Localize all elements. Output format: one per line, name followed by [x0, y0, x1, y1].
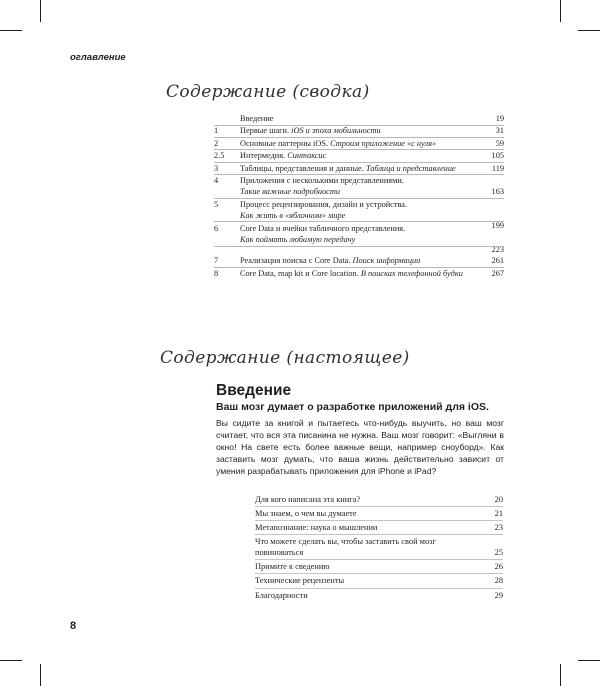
summary-row[interactable]: 3 Таблицы, представления и данные. Таблица и представление 119 — [214, 163, 504, 173]
toc-item[interactable]: Технические рецензенты 28 — [255, 576, 503, 586]
summary-table — [214, 113, 504, 280]
intro-body: Вы сидите за книгой и пытаетесь что-нибудь выучить, но ваш мозг считает, что вся эта писанина не нужна. Ваш мозг говорит: «Выгляни в окно! На свете есть более важные вещи, например сноуборд». Как заставить мозг думать, что ваша жизнь действительно зависит от умения разрабатывать приложения для iPhone и iPad? — [216, 418, 504, 477]
crop-mark — [578, 30, 600, 31]
crop-mark — [0, 660, 22, 661]
toc-item[interactable]: Метапознание: наука о мышлении 23 — [255, 523, 503, 533]
toc-item[interactable]: Для кого написана эта книга? 20 — [255, 495, 503, 504]
summary-row[interactable]: 2 Основные паттерны iOS. Строим приложение «с нуля» 59 — [214, 138, 504, 148]
summary-row[interactable]: 2.5 Интермедия. Синтаксис 105 — [214, 151, 504, 161]
intro-subtitle: Ваш мозг думает о разработке приложений для iOS. — [216, 401, 489, 413]
crop-mark — [40, 0, 41, 22]
toc-item[interactable]: Примите к сведению 26 — [255, 562, 503, 572]
summary-row[interactable]: 1 Первые шаги. iOS и эпоха мобильности 31 — [214, 126, 504, 136]
summary-row[interactable]: 6 Core Data и ячейки табличного представления. Как поймать любимую передачу 223 — [214, 223, 504, 255]
summary-row[interactable]: 7 Реализация поиска с Core Data. Поиск информации 261 — [214, 256, 504, 266]
crop-mark — [40, 664, 41, 686]
summary-row[interactable]: 5 Процесс рецензирования, дизайн и устройства. Как жить в «яблочном» мире 199 — [214, 199, 504, 230]
crop-mark — [560, 0, 561, 22]
intro-toc — [255, 494, 503, 604]
summary-row[interactable]: Введение 19 — [240, 114, 504, 123]
crop-mark — [560, 664, 561, 686]
detailed-heading: Содержание (настоящее) — [160, 348, 410, 368]
intro-section — [216, 382, 504, 477]
toc-item[interactable]: Благодарности 29 — [255, 590, 503, 600]
summary-row[interactable]: 4 Приложения с несколькими представлениями. Такие важные подробности 163 — [214, 175, 504, 197]
summary-row[interactable]: 8 Core Data, map kit и Core location. В поисках телефонной будки 267 — [214, 268, 504, 278]
page-number: 8 — [70, 620, 77, 632]
crop-mark — [578, 660, 600, 661]
intro-title[interactable]: Введение — [216, 382, 292, 399]
crop-mark — [0, 30, 22, 31]
summary-heading: Содержание (сводка) — [166, 82, 370, 102]
toc-item[interactable]: Что можете сделать вы, чтобы заставить свой мозг повиноваться 25 — [255, 537, 503, 558]
section-tag: оглавление — [70, 52, 126, 63]
toc-item[interactable]: Мы знаем, о чем вы думаете 21 — [255, 509, 503, 519]
